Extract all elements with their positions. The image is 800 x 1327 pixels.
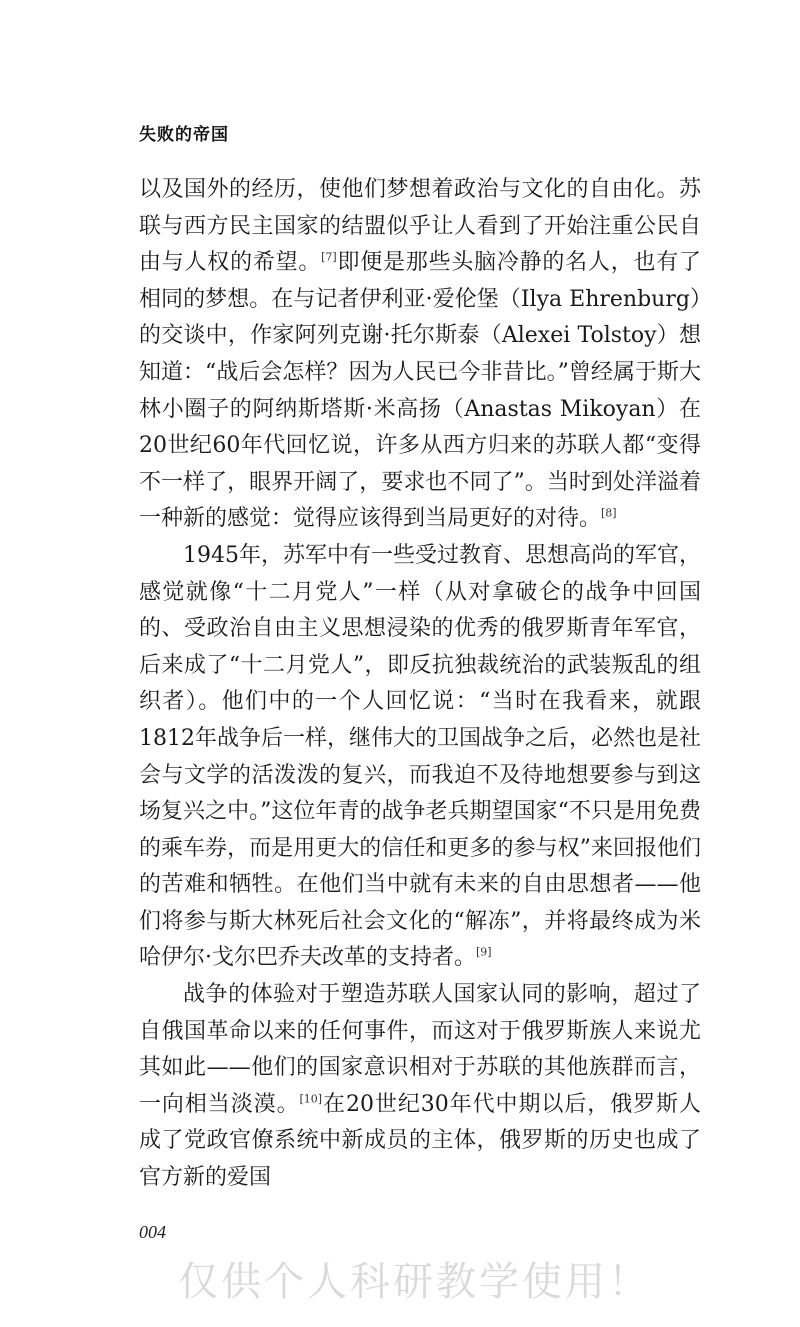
paragraph-2: [139, 538, 701, 977]
footnote-marker-10[interactable]: [10]: [299, 1092, 323, 1106]
body-text: [139, 172, 701, 1197]
text-segment: 在20世纪30年代中期以后，俄罗斯人成了党政官僚系统中新成员的主体，俄罗斯的历史也成了官方新的爱国: [139, 1091, 701, 1191]
text-segment: 1945年，苏军中有一些受过教育、思想高尚的军官，感觉就像“十二月党人”一样（从对拿破仑的战争中回国的、受政治自由主义思想浸染的优秀的俄罗斯青年军官，后来成了“十二月党人”，即反抗独裁统治的武装叛乱的组织者）。他们中的一个人回忆说：“当时在我看来，就跟1812年战争后一样，继伟大的卫国战争之后，必然也是社会与文学的活泼泼的复兴，而我迫不及待地想要参与到这场复兴之中。”这位年青的战争老兵期望国家“不只是用免费的乘车券，而是用更大的信任和更多的参与权”来回报他们的苦难和牺牲。在他们当中就有未来的自由思想者——他们将参与斯大林死后社会文化的“解冻”，并将最终成为米哈伊尔·戈尔巴乔夫改革的支持者。: [139, 542, 701, 971]
text-segment: 即便是那些头脑冷静的名人，也有了相同的梦想。在与记者伊利亚·爱伦堡（Ilya Ehrenburg）的交谈中，作家阿列克谢·托尔斯泰（Alexei Tolstoy）想知道：“战后会怎样？因为人民已今非昔比。”曾经属于斯大林小圈子的阿纳斯塔斯·米高扬（Anastas Mikoyan）在20世纪60年代回忆说，许多从西方归来的苏联人都“变得不一样了，眼界开阔了，要求也不同了”。当时到处洋溢着一种新的感觉：觉得应该得到当局更好的对待。: [139, 250, 701, 532]
running-head: 失败的帝国: [139, 125, 229, 145]
paragraph-3: [139, 977, 701, 1197]
footnote-marker-7[interactable]: [7]: [321, 250, 337, 264]
text-segment: 以及国外的经历，使他们梦想着政治与文化的自由化。苏联与西方民主国家的结盟似乎让人看到了开始注重公民自由与人权的希望。: [139, 177, 701, 276]
page-number: 004: [139, 1222, 166, 1242]
footnote-marker-9[interactable]: [9]: [476, 946, 492, 960]
footnote-marker-8[interactable]: [8]: [601, 507, 617, 521]
text-segment: 战争的体验对于塑造苏联人国家认同的影响，超过了自俄国革命以来的任何事件，而这对于俄罗斯族人来说尤其如此——他们的国家意识相对于苏联的其他族群而言，一向相当淡漠。: [139, 982, 701, 1117]
watermark: 仅供个人科研教学使用！: [178, 1259, 651, 1305]
paragraph-1: [139, 172, 701, 538]
